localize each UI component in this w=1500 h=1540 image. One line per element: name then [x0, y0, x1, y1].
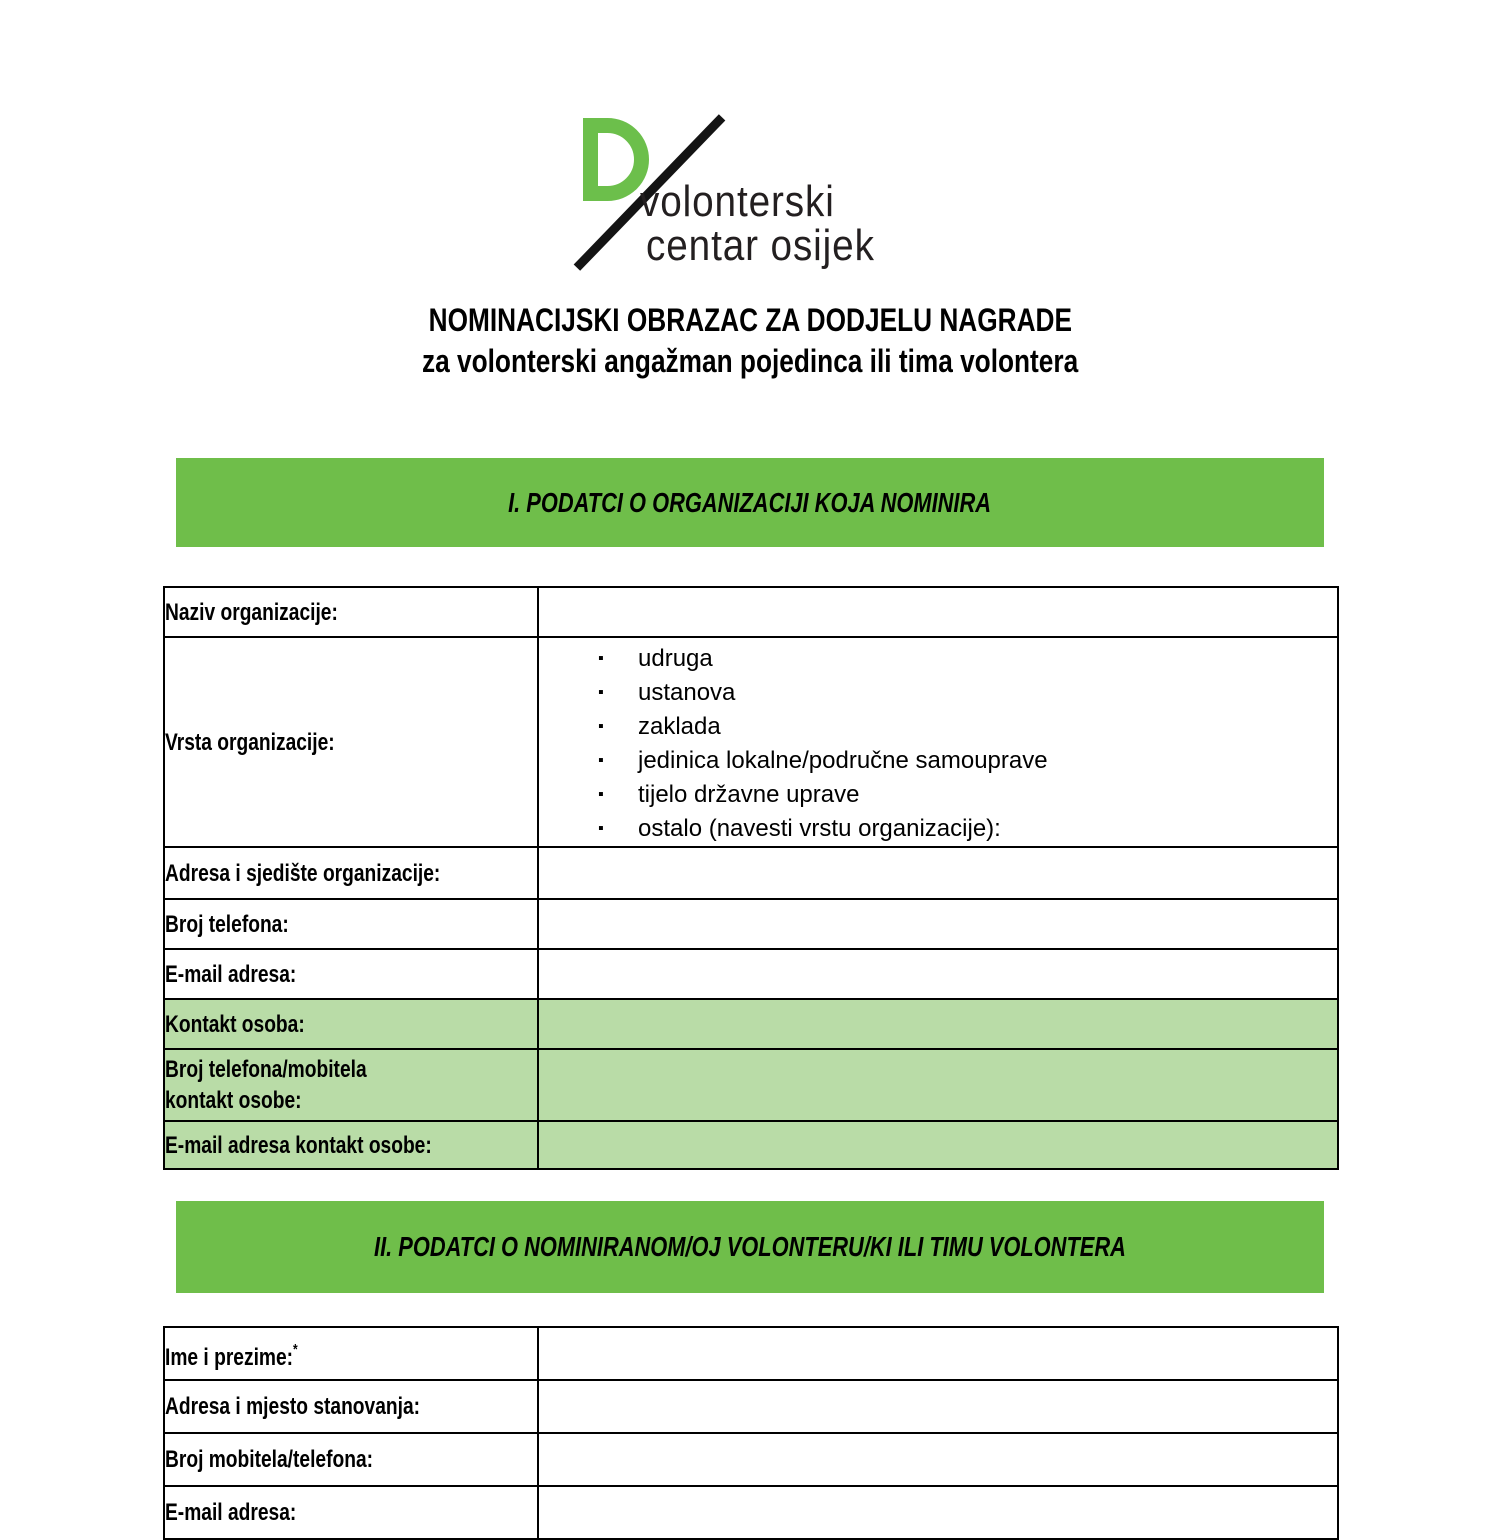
field-label: Broj mobitela/telefona: — [165, 1446, 374, 1473]
bullet-square-icon: ▪ — [598, 650, 604, 667]
option-label: ustanova — [638, 679, 736, 706]
bullet-square-icon: ▪ — [598, 786, 604, 803]
option-label: tijelo državne uprave — [638, 781, 860, 808]
field-label-cell — [164, 847, 538, 899]
field-label: E-mail adresa kontakt osobe: — [165, 1131, 432, 1159]
volunteer-table — [163, 1326, 1339, 1540]
option-label: ostalo (navesti vrstu organizacije): — [638, 815, 1001, 842]
field-value-cell — [538, 899, 1338, 949]
field-value-cell — [538, 949, 1338, 999]
list-item — [598, 744, 1337, 778]
bullet-square-icon: ▪ — [598, 718, 604, 735]
table-row — [164, 1486, 1338, 1539]
field-label-cell — [164, 999, 538, 1049]
field-label: Kontakt osoba: — [165, 1010, 305, 1038]
list-item — [598, 642, 1337, 676]
field-value-cell — [538, 1121, 1338, 1169]
section1-heading: I. PODATCI O ORGANIZACIJI KOJA NOMINIRA — [508, 486, 992, 518]
list-item — [598, 812, 1337, 846]
required-asterisk: * — [293, 1341, 298, 1358]
table-row — [164, 899, 1338, 949]
field-value-cell — [538, 999, 1338, 1049]
section2-heading: II. PODATCI O NOMINIRANOM/OJ VOLONTERU/KI ILI TIMU VOLONTERA — [374, 1231, 1126, 1262]
table-row — [164, 847, 1338, 899]
field-label: Adresa i mjesto stanovanja: — [165, 1393, 421, 1420]
table-row — [164, 587, 1338, 637]
field-label-cell — [164, 949, 538, 999]
option-label: zaklada — [638, 713, 721, 740]
field-value-cell — [538, 587, 1338, 637]
field-label-cell — [164, 587, 538, 637]
field-label-cell — [164, 1049, 538, 1121]
table-row — [164, 1327, 1338, 1380]
field-label: E-mail adresa: — [165, 1499, 297, 1526]
field-value-cell — [538, 847, 1338, 899]
organization-type-options — [539, 638, 1337, 846]
field-label-cell — [164, 637, 538, 847]
field-label-cell — [164, 899, 538, 949]
organization-table — [163, 586, 1339, 1170]
logo-name-line1: volonterski — [640, 177, 835, 226]
field-value-cell — [538, 1327, 1338, 1380]
table-row-highlighted — [164, 1121, 1338, 1169]
list-item — [598, 710, 1337, 744]
section1-banner — [176, 458, 1324, 547]
field-label-cell — [164, 1486, 538, 1539]
field-value-cell — [538, 1433, 1338, 1486]
field-label-cell — [164, 1380, 538, 1433]
table-row — [164, 1433, 1338, 1486]
field-label-cell — [164, 1327, 538, 1380]
option-label: udruga — [638, 645, 713, 672]
field-label: Adresa i sjedište organizacije: — [165, 859, 441, 887]
field-label-line2: kontakt osobe: — [165, 1087, 302, 1114]
field-label-line1: Broj telefona/mobitela — [165, 1056, 367, 1083]
field-label-cell — [164, 1433, 538, 1486]
bullet-square-icon: ▪ — [598, 820, 604, 837]
list-item — [598, 676, 1337, 710]
table-row — [164, 637, 1338, 847]
bullet-square-icon: ▪ — [598, 684, 604, 701]
document-title-line1: NOMINACIJSKI OBRAZAC ZA DODJELU NAGRADE — [428, 302, 1072, 338]
document-title — [0, 300, 1500, 382]
section2-banner — [176, 1201, 1324, 1293]
logo-name-line2: centar osijek — [646, 221, 875, 270]
document-title-line2: za volonterski angažman pojedinca ili tima volontera — [421, 343, 1079, 379]
bullet-square-icon: ▪ — [598, 752, 604, 769]
field-label: Ime i prezime:* — [165, 1341, 298, 1371]
field-value-cell — [538, 637, 1338, 847]
table-row-highlighted — [164, 999, 1338, 1049]
table-row — [164, 949, 1338, 999]
option-label: jedinica lokalne/područne samouprave — [638, 747, 1048, 774]
list-item — [598, 778, 1337, 812]
field-label: E-mail adresa: — [165, 960, 297, 988]
field-value-cell — [538, 1049, 1338, 1121]
table-row — [164, 1380, 1338, 1433]
field-label: Naziv organizacije: — [165, 598, 338, 626]
field-label: Broj telefona: — [165, 910, 289, 938]
table-row-highlighted — [164, 1049, 1338, 1121]
field-label-cell — [164, 1121, 538, 1169]
field-value-cell — [538, 1486, 1338, 1539]
field-label: Vrsta organizacije: — [165, 728, 335, 756]
field-value-cell — [538, 1380, 1338, 1433]
